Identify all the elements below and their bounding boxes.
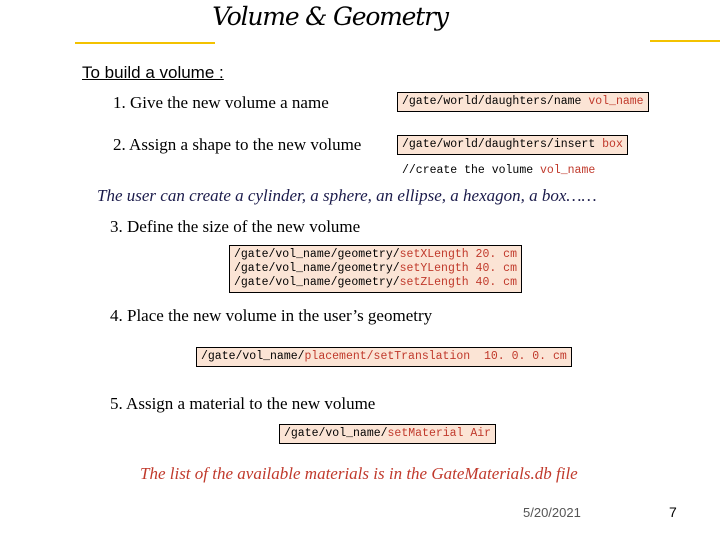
step-1-command xyxy=(397,92,649,112)
step-2-comment xyxy=(402,164,595,177)
title-rule-right xyxy=(650,40,720,42)
command-path: /gate/world/daughters/insert xyxy=(402,138,603,151)
step-5-command xyxy=(279,424,496,444)
page-number: 7 xyxy=(669,504,677,520)
step-4-command xyxy=(196,347,572,367)
command-value: 40. cm xyxy=(468,276,517,289)
shapes-note: The user can create a cylinder, a sphere, an ellipse, a hexagon, a box…… xyxy=(97,186,597,205)
command-path: /gate/vol_name/ xyxy=(284,427,388,440)
command-path: /gate/vol_name/geometry/ xyxy=(234,276,400,289)
command-keyword: setXLength xyxy=(399,248,469,261)
command-path: /gate/vol_name/geometry/ xyxy=(234,262,400,275)
command-argument: vol_name xyxy=(588,95,644,108)
command-keyword: setZLength xyxy=(399,276,469,289)
subheading: To build a volume : xyxy=(82,63,224,82)
step-3-text: 3. Define the size of the new volume xyxy=(110,217,361,236)
comment-text: //create the volume xyxy=(402,164,541,177)
materials-note: The list of the available materials is in the GateMaterials.db file xyxy=(140,464,578,483)
step-3-commands xyxy=(229,245,522,293)
command-value: 20. cm xyxy=(468,248,517,261)
code-line xyxy=(234,276,517,290)
command-value: 10. 0. 0. cm xyxy=(470,350,567,363)
title-rule-left xyxy=(75,42,215,44)
slide-title: Volume & Geometry xyxy=(212,2,448,31)
comment-argument: vol_name xyxy=(540,164,596,177)
command-value: 40. cm xyxy=(468,262,517,275)
code-line xyxy=(234,262,517,276)
code-line xyxy=(234,248,517,262)
command-keyword: placement/setTranslation xyxy=(304,350,471,363)
command-keyword: setYLength xyxy=(399,262,469,275)
step-2-command xyxy=(397,135,628,155)
command-path: /gate/vol_name/geometry/ xyxy=(234,248,400,261)
command-argument: box xyxy=(602,138,623,151)
slide-date: 5/20/2021 xyxy=(523,505,581,520)
step-4-text: 4. Place the new volume in the user’s geometry xyxy=(110,306,433,325)
step-1-text: 1. Give the new volume a name xyxy=(113,93,329,112)
command-keyword: setMaterial xyxy=(387,427,464,440)
command-value: Air xyxy=(463,427,492,440)
command-path: /gate/vol_name/ xyxy=(201,350,305,363)
step-5-text: 5. Assign a material to the new volume xyxy=(110,394,376,413)
command-path: /gate/world/daughters/name xyxy=(402,95,589,108)
step-2-text: 2. Assign a shape to the new volume xyxy=(113,135,362,154)
